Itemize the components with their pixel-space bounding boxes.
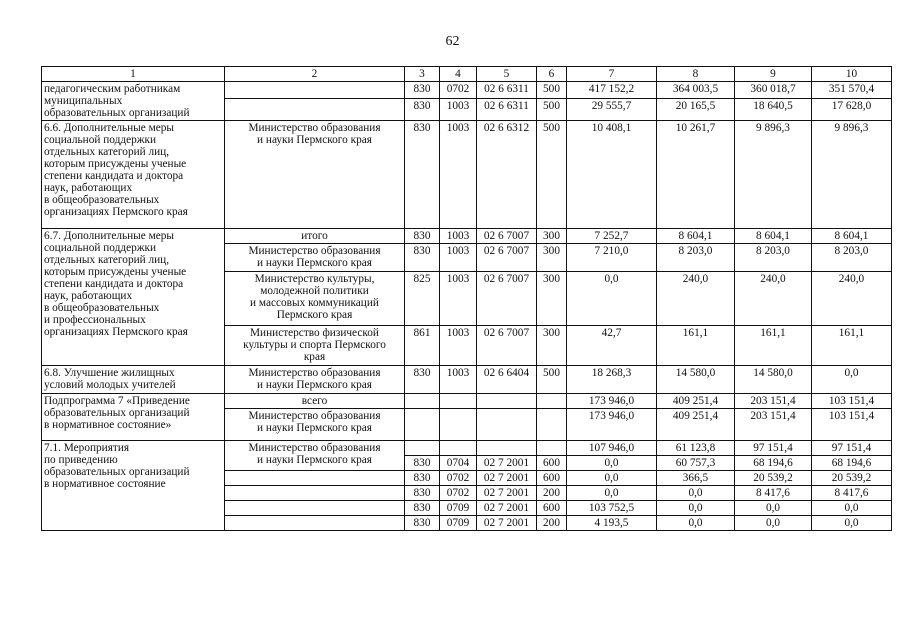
cell-c8: 8 604,1 (657, 229, 735, 244)
cell-c10: 68 194,6 (812, 456, 892, 471)
cell-c10: 0,0 (812, 516, 892, 531)
cell-c7: 173 946,0 (567, 394, 657, 409)
cell-c9: 0,0 (735, 501, 812, 516)
cell-c5: 02 7 2001 (477, 471, 537, 486)
org-name (225, 516, 405, 531)
cell-c6: 300 (537, 272, 567, 326)
cell-c7: 103 752,5 (567, 501, 657, 516)
cell-c3: 830 (405, 456, 440, 471)
cell-c5 (477, 409, 537, 441)
cell-c5: 02 7 2001 (477, 456, 537, 471)
table-row (42, 366, 892, 394)
org-name (225, 471, 405, 486)
cell-c5: 02 7 2001 (477, 501, 537, 516)
org-name (225, 501, 405, 516)
cell-c5: 02 6 6312 (477, 121, 537, 229)
cell-c3 (405, 409, 440, 441)
cell-c10: 8 604,1 (812, 229, 892, 244)
cell-c8: 10 261,7 (657, 121, 735, 229)
cell-c3: 830 (405, 99, 440, 121)
table-row (42, 441, 892, 456)
cell-c10: 240,0 (812, 272, 892, 326)
cell-c10: 161,1 (812, 326, 892, 366)
cell-c6 (537, 441, 567, 456)
cell-c3 (405, 441, 440, 456)
cell-c8: 60 757,3 (657, 456, 735, 471)
cell-c5: 02 7 2001 (477, 486, 537, 501)
cell-c10: 0,0 (812, 501, 892, 516)
cell-c4: 0709 (440, 501, 477, 516)
org-name: Министерство образования и науки Пермского края (225, 366, 405, 394)
cell-c8: 366,5 (657, 471, 735, 486)
cell-c7: 417 152,2 (567, 82, 657, 99)
cell-c6: 500 (537, 366, 567, 394)
cell-c3: 830 (405, 244, 440, 272)
cell-c7: 0,0 (567, 471, 657, 486)
cell-c10: 8 203,0 (812, 244, 892, 272)
cell-c10: 8 417,6 (812, 486, 892, 501)
cell-c9: 360 018,7 (735, 82, 812, 99)
table-row (42, 394, 892, 409)
header-cell: 10 (812, 67, 892, 82)
cell-c6: 500 (537, 121, 567, 229)
cell-c9: 14 580,0 (735, 366, 812, 394)
cell-c4: 0704 (440, 456, 477, 471)
header-cell: 7 (567, 67, 657, 82)
budget-table (41, 66, 892, 531)
org-name: Министерство образования и науки Пермского края (225, 409, 405, 441)
cell-c5: 02 6 6311 (477, 82, 537, 99)
cell-c5: 02 6 7007 (477, 244, 537, 272)
cell-c4: 0702 (440, 486, 477, 501)
cell-c7: 7 252,7 (567, 229, 657, 244)
cell-c4: 0702 (440, 471, 477, 486)
cell-c9: 0,0 (735, 516, 812, 531)
cell-c9: 203 151,4 (735, 394, 812, 409)
cell-c9: 97 151,4 (735, 441, 812, 456)
cell-c6: 600 (537, 501, 567, 516)
org-name (225, 486, 405, 501)
header-cell: 6 (537, 67, 567, 82)
cell-c10: 103 151,4 (812, 409, 892, 441)
cell-c4: 1003 (440, 121, 477, 229)
cell-c9: 8 604,1 (735, 229, 812, 244)
cell-c7: 18 268,3 (567, 366, 657, 394)
cell-c9: 8 203,0 (735, 244, 812, 272)
org-name (225, 82, 405, 99)
header-cell: 1 (42, 67, 225, 82)
cell-c10: 97 151,4 (812, 441, 892, 456)
cell-c6: 300 (537, 326, 567, 366)
cell-c3: 830 (405, 82, 440, 99)
cell-c7: 0,0 (567, 272, 657, 326)
cell-c7: 10 408,1 (567, 121, 657, 229)
cell-c6: 200 (537, 516, 567, 531)
cell-c8: 20 165,5 (657, 99, 735, 121)
header-cell: 9 (735, 67, 812, 82)
cell-c6: 300 (537, 244, 567, 272)
cell-c4 (440, 409, 477, 441)
cell-c9: 18 640,5 (735, 99, 812, 121)
org-name: Министерство образования и науки Пермского края (225, 121, 405, 229)
cell-c5: 02 7 2001 (477, 516, 537, 531)
org-name: Министерство образования и науки Пермского края (225, 441, 405, 471)
cell-c10: 20 539,2 (812, 471, 892, 486)
cell-c9: 240,0 (735, 272, 812, 326)
cell-c7: 42,7 (567, 326, 657, 366)
cell-c8: 409 251,4 (657, 409, 735, 441)
cell-c4: 1003 (440, 366, 477, 394)
header-cell: 3 (405, 67, 440, 82)
cell-c4: 1003 (440, 272, 477, 326)
measure-name: Подпрограмма 7 «Приведение образовательных организаций в нормативное состояние» (42, 394, 225, 441)
cell-c7: 0,0 (567, 486, 657, 501)
cell-c6 (537, 394, 567, 409)
header-cell: 4 (440, 67, 477, 82)
org-name: Министерство образования и науки Пермского края (225, 244, 405, 272)
org-name: Министерство культуры, молодежной политики и массовых коммуникаций Пермского края (225, 272, 405, 326)
cell-c10: 103 151,4 (812, 394, 892, 409)
table-row (42, 229, 892, 244)
cell-c4: 0702 (440, 82, 477, 99)
cell-c6: 300 (537, 229, 567, 244)
cell-c8: 161,1 (657, 326, 735, 366)
cell-c5: 02 6 6311 (477, 99, 537, 121)
cell-c4: 1003 (440, 229, 477, 244)
cell-c5: 02 6 7007 (477, 229, 537, 244)
cell-c6: 200 (537, 486, 567, 501)
cell-c3: 830 (405, 121, 440, 229)
cell-c3: 861 (405, 326, 440, 366)
cell-c8: 0,0 (657, 486, 735, 501)
table-row (42, 82, 892, 99)
org-name: итого (225, 229, 405, 244)
cell-c3: 825 (405, 272, 440, 326)
cell-c8: 0,0 (657, 501, 735, 516)
header-cell: 2 (225, 67, 405, 82)
page-number: 62 (445, 34, 460, 49)
cell-c7: 107 946,0 (567, 441, 657, 456)
org-name (225, 99, 405, 121)
cell-c9: 8 417,6 (735, 486, 812, 501)
cell-c7: 173 946,0 (567, 409, 657, 441)
cell-c10: 351 570,4 (812, 82, 892, 99)
measure-name: 6.8. Улучшение жилищных условий молодых учителей (42, 366, 225, 394)
cell-c3: 830 (405, 471, 440, 486)
cell-c8: 8 203,0 (657, 244, 735, 272)
cell-c5: 02 6 7007 (477, 272, 537, 326)
cell-c4: 1003 (440, 326, 477, 366)
header-cell: 5 (477, 67, 537, 82)
cell-c3: 830 (405, 229, 440, 244)
org-name: всего (225, 394, 405, 409)
cell-c5: 02 6 6404 (477, 366, 537, 394)
cell-c4 (440, 394, 477, 409)
cell-c6: 600 (537, 456, 567, 471)
cell-c6 (537, 409, 567, 441)
cell-c8: 61 123,8 (657, 441, 735, 456)
cell-c10: 0,0 (812, 366, 892, 394)
cell-c5 (477, 394, 537, 409)
header-row (42, 67, 892, 82)
cell-c7: 0,0 (567, 456, 657, 471)
cell-c3: 830 (405, 486, 440, 501)
cell-c6: 500 (537, 99, 567, 121)
header-cell: 8 (657, 67, 735, 82)
cell-c3 (405, 394, 440, 409)
cell-c10: 9 896,3 (812, 121, 892, 229)
cell-c4 (440, 441, 477, 456)
cell-c3: 830 (405, 516, 440, 531)
cell-c7: 4 193,5 (567, 516, 657, 531)
measure-name: 6.6. Дополнительные меры социальной поддержки отдельных категорий лиц, которым присуждены ученые степени кандидата и доктора наук, работающих в общеобразовательных организациях Пермского края (42, 121, 225, 229)
cell-c9: 203 151,4 (735, 409, 812, 441)
cell-c6: 500 (537, 82, 567, 99)
cell-c5: 02 6 7007 (477, 326, 537, 366)
cell-c8: 409 251,4 (657, 394, 735, 409)
cell-c5 (477, 441, 537, 456)
cell-c9: 68 194,6 (735, 456, 812, 471)
cell-c8: 364 003,5 (657, 82, 735, 99)
org-name: Министерство физической культуры и спорта Пермского края (225, 326, 405, 366)
measure-name: 7.1. Мероприятия по приведению образовательных организаций в нормативное состояние (42, 441, 225, 531)
table-row (42, 121, 892, 229)
cell-c8: 0,0 (657, 516, 735, 531)
cell-c8: 240,0 (657, 272, 735, 326)
cell-c3: 830 (405, 366, 440, 394)
cell-c9: 161,1 (735, 326, 812, 366)
cell-c3: 830 (405, 501, 440, 516)
cell-c4: 0709 (440, 516, 477, 531)
measure-name: 6.7. Дополнительные меры социальной поддержки отдельных категорий лиц, которым присуждены ученые степени кандидата и доктора наук, работающих в общеобразовательных и профессиональных организациях Пермского края (42, 229, 225, 366)
cell-c4: 1003 (440, 244, 477, 272)
cell-c9: 20 539,2 (735, 471, 812, 486)
cell-c10: 17 628,0 (812, 99, 892, 121)
cell-c9: 9 896,3 (735, 121, 812, 229)
measure-name: педагогическим работникам муниципальных образовательных организаций (42, 82, 225, 121)
cell-c7: 7 210,0 (567, 244, 657, 272)
cell-c4: 1003 (440, 99, 477, 121)
cell-c8: 14 580,0 (657, 366, 735, 394)
cell-c6: 600 (537, 471, 567, 486)
cell-c7: 29 555,7 (567, 99, 657, 121)
